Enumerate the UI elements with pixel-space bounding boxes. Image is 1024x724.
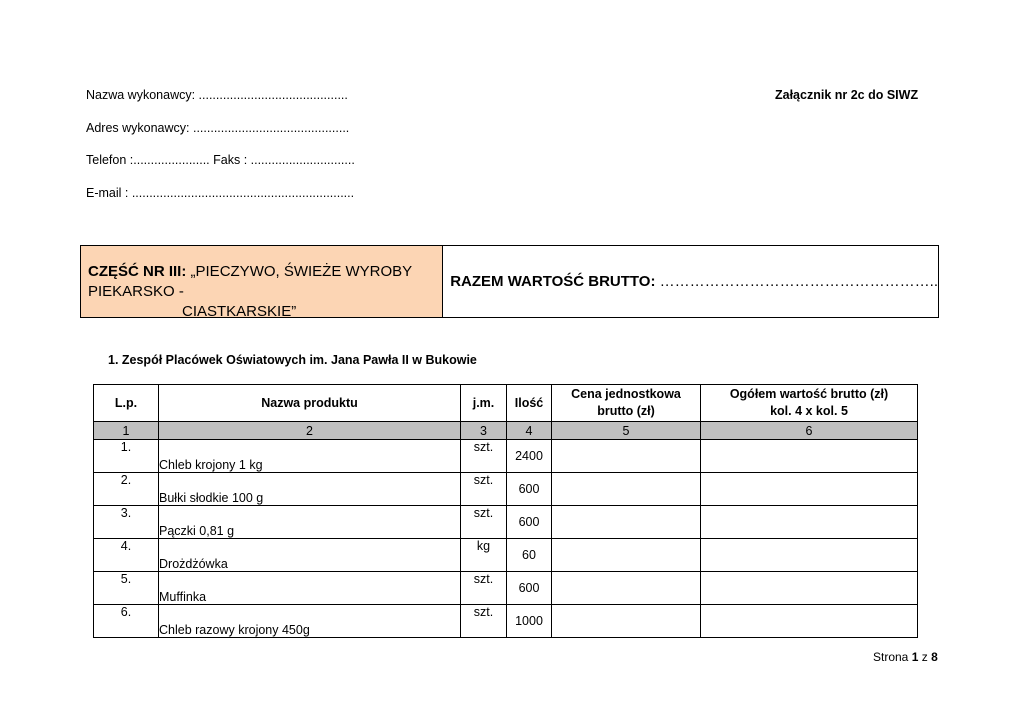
table-row xyxy=(94,539,918,572)
row-unit: kg xyxy=(461,539,507,572)
part-label: CZĘŚĆ NR III: xyxy=(88,263,187,280)
row-qty: 600 xyxy=(507,506,552,539)
row-lp: 2. xyxy=(94,473,159,506)
row-qty: 600 xyxy=(507,473,552,506)
section-box xyxy=(80,245,939,318)
table-row xyxy=(94,473,918,506)
part-title-line2: CIASTKARSKIE” xyxy=(182,303,297,320)
column-number-row xyxy=(94,422,918,440)
row-total-cell[interactable] xyxy=(701,572,918,605)
of-label: z xyxy=(921,650,928,664)
contractor-name-line: Nazwa wykonawcy: ........................................... xyxy=(86,88,348,102)
row-price-cell[interactable] xyxy=(552,572,701,605)
header-name: Nazwa produktu xyxy=(159,385,461,422)
row-lp: 5. xyxy=(94,572,159,605)
row-product-name: Muffinka xyxy=(159,572,461,605)
table-row xyxy=(94,506,918,539)
row-unit: szt. xyxy=(461,440,507,473)
header-total-line2: kol. 4 x kol. 5 xyxy=(770,404,848,418)
col-number: 5 xyxy=(552,422,701,440)
total-value: ……………………………………………….. xyxy=(659,273,938,290)
row-total-cell[interactable] xyxy=(701,473,918,506)
col-number: 1 xyxy=(94,422,159,440)
row-price-cell[interactable] xyxy=(552,440,701,473)
row-qty: 2400 xyxy=(507,440,552,473)
section-total-cell xyxy=(443,246,938,317)
row-product-name: Chleb krojony 1 kg xyxy=(159,440,461,473)
row-product-name: Pączki 0,81 g xyxy=(159,506,461,539)
table-header-row xyxy=(94,385,918,422)
email-line: E-mail : ................................................................ xyxy=(86,186,355,200)
row-price-cell[interactable] xyxy=(552,539,701,572)
page-number: 1 xyxy=(911,650,919,664)
row-unit: szt. xyxy=(461,473,507,506)
part-title-line1: „PIECZYWO, ŚWIEŻE WYROBY PIEKARSKO - xyxy=(88,263,412,300)
row-product-name: Bułki słodkie 100 g xyxy=(159,473,461,506)
header-price xyxy=(552,385,701,422)
row-total-cell[interactable] xyxy=(701,440,918,473)
institution-subtitle: 1. Zespół Placówek Oświatowych im. Jana Pawła II w Bukowie xyxy=(108,353,477,367)
row-qty: 600 xyxy=(507,572,552,605)
page-footer xyxy=(873,650,938,664)
header-total-line1: Ogółem wartość brutto (zł) xyxy=(729,387,889,401)
row-lp: 1. xyxy=(94,440,159,473)
products-table xyxy=(93,384,918,638)
header-qty: Ilość xyxy=(507,385,552,422)
row-total-cell[interactable] xyxy=(701,506,918,539)
page-label: Strona xyxy=(873,650,909,664)
col-number: 2 xyxy=(159,422,461,440)
row-lp: 4. xyxy=(94,539,159,572)
phone-fax-line: Telefon :...................... Faks : .............................. xyxy=(86,153,355,167)
total-label: RAZEM WARTOŚĆ BRUTTO: xyxy=(450,273,656,290)
row-unit: szt. xyxy=(461,605,507,638)
row-price-cell[interactable] xyxy=(552,506,701,539)
row-product-name: Chleb razowy krojony 450g xyxy=(159,605,461,638)
row-total-cell[interactable] xyxy=(701,605,918,638)
row-unit: szt. xyxy=(461,506,507,539)
row-qty: 60 xyxy=(507,539,552,572)
row-price-cell[interactable] xyxy=(552,605,701,638)
row-unit: szt. xyxy=(461,572,507,605)
header-price-line1: Cena jednostkowa xyxy=(571,387,681,401)
header-price-line2: brutto (zł) xyxy=(597,404,655,418)
annex-label: Załącznik nr 2c do SIWZ xyxy=(775,88,919,102)
contractor-address-line: Adres wykonawcy: ............................................. xyxy=(86,121,350,135)
col-number: 6 xyxy=(701,422,918,440)
row-lp: 3. xyxy=(94,506,159,539)
table-row xyxy=(94,440,918,473)
col-number: 4 xyxy=(507,422,552,440)
header-total xyxy=(701,385,918,422)
header-unit: j.m. xyxy=(461,385,507,422)
row-total-cell[interactable] xyxy=(701,539,918,572)
row-qty: 1000 xyxy=(507,605,552,638)
page-total: 8 xyxy=(931,650,938,664)
header-lp: L.p. xyxy=(94,385,159,422)
section-title-cell xyxy=(81,246,443,320)
row-product-name: Drożdżówka xyxy=(159,539,461,572)
row-price-cell[interactable] xyxy=(552,473,701,506)
table-row xyxy=(94,572,918,605)
row-lp: 6. xyxy=(94,605,159,638)
col-number: 3 xyxy=(461,422,507,440)
table-row xyxy=(94,605,918,638)
